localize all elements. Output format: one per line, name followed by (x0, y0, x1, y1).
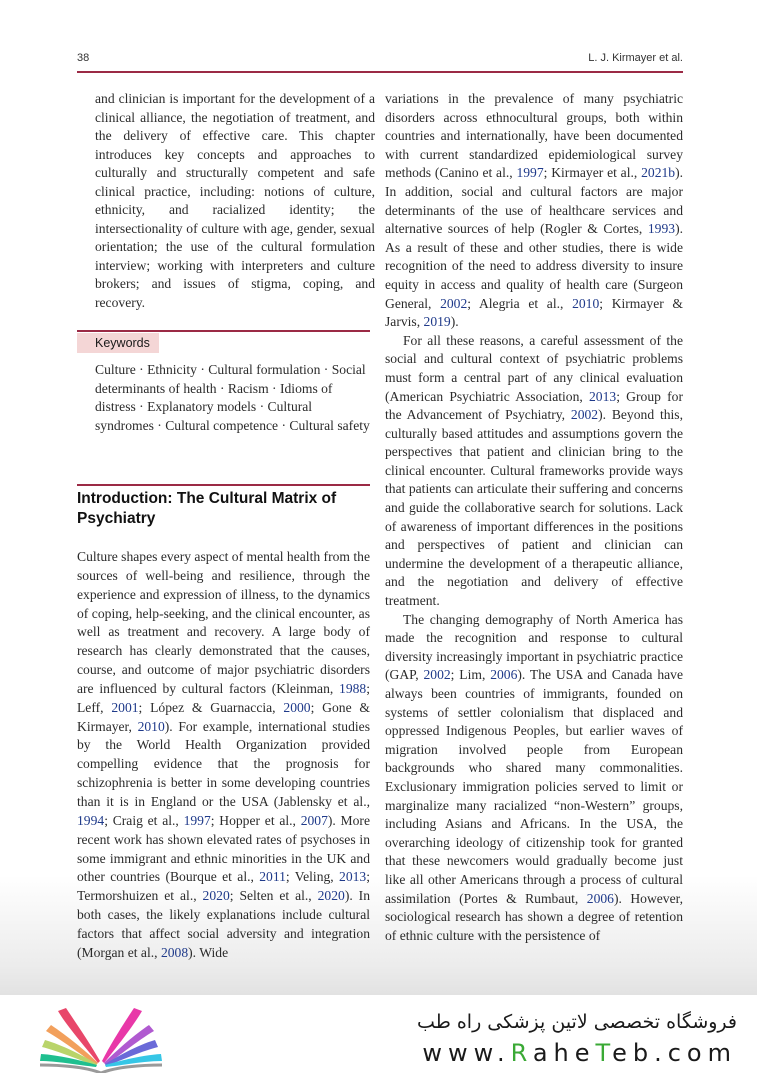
store-watermark-footer (0, 995, 757, 1080)
citation-link[interactable]: 2002 (440, 295, 468, 311)
citation-link[interactable]: 2006 (490, 667, 518, 683)
text-run: ; Termorshuizen et al., (77, 869, 370, 904)
open-book-logo-icon (36, 1003, 166, 1073)
citation-link[interactable]: 2020 (317, 888, 345, 904)
citation-link[interactable]: 2001 (111, 699, 139, 715)
text-run: ; Gone & Kirmayer, (77, 699, 370, 734)
citation-link[interactable]: 2019 (423, 314, 451, 330)
text-run: variations in the prevalence of many psychiatric disorders across ethnocultural groups, both within countries and internationally, have been documented with current standardized epidemiological survey methods (Canino et al., (385, 91, 683, 181)
citation-link[interactable]: 2006 (586, 890, 614, 906)
text-run: ). (450, 314, 459, 330)
running-header (77, 52, 683, 68)
text-run: ; Leff, (77, 680, 370, 715)
citation-link[interactable]: 1997 (516, 165, 544, 181)
text-run: ). Beyond this, culturally based attitudes and assumptions govern the perspectives that patient and clinician bring to the clinical encounter. Cultural frameworks provide ways that patients can articulate their suffering and concerns and guide the collaborative search for solutions. Lack of awareness of important differences in the positions and perspectives of patient and clinician can undermine the development of a therapeutic alliance, and the negotiation and delivery of effective treatment. (385, 407, 683, 609)
right-column (385, 90, 683, 945)
text-run: ; Kirmayer et al., (543, 165, 642, 181)
citation-link[interactable]: 1993 (647, 221, 676, 237)
text-run: For all these reasons, a careful assessment of the social and cultural context of psychiatric problems must form a central part of any clinical evaluation (American Psychiatric Association, (385, 332, 683, 404)
header-rule (77, 71, 683, 73)
citation-link[interactable]: 2010 (572, 295, 600, 311)
text-run: ). In both cases, the likely explanations include cultural factors that affect social adversity and integration (Morgan et al., (77, 888, 370, 960)
text-run: ; Group for the Advancement of Psychiatry, (385, 388, 683, 423)
text-run: ; Craig et al., (104, 812, 184, 828)
text-run: ). In addition, social and cultural factors are major determinants of the use of healthcare services and alternative sources of help (Rogler & Cortes, (385, 165, 684, 237)
citation-link[interactable]: 2020 (202, 888, 230, 904)
text-run: ). More recent work has shown elevated rates of psychoses in some immigrant and ethnic minorities in the UK and other countries (Bourque et al., (77, 812, 370, 885)
url-part: ahe (532, 1039, 596, 1067)
citation-link[interactable]: 1997 (183, 812, 211, 828)
url-part-accent: R (510, 1039, 533, 1067)
paragraph (385, 332, 683, 611)
running-authors: L. J. Kirmayer et al. (588, 52, 683, 64)
section-heading: Introduction: The Cultural Matrix of Psychiatry (77, 490, 337, 527)
citation-link[interactable]: 2008 (160, 944, 189, 960)
text-run: ; Selten et al., (229, 888, 318, 904)
url-part: eb.com (612, 1039, 737, 1067)
text-run: ; Veling, (285, 869, 340, 885)
citation-link[interactable]: 2000 (283, 699, 311, 715)
citation-link[interactable]: 2007 (300, 812, 328, 828)
paragraph (385, 90, 683, 332)
keywords-label: Keywords (77, 333, 159, 353)
text-run: ). For example, international studies by the World Health Organization provided compelling evidence that the prognosis for schizophrenia is better in some developing countries than it is in England or the USA (Jablensky et al., (77, 718, 370, 809)
citation-link[interactable]: 1988 (339, 680, 367, 696)
page-number: 38 (77, 52, 90, 64)
citation-link[interactable]: 2011 (259, 869, 286, 885)
citation-link[interactable]: 2002 (570, 407, 599, 423)
store-url[interactable] (422, 1039, 737, 1067)
keywords-list: Culture · Ethnicity · Cultural formulation · Social determinants of health · Racism · Idioms of distress · Explanatory models · Cultural syndromes · Cultural competence · Cultural safety (95, 362, 370, 434)
url-part: www. (422, 1039, 511, 1067)
text-run: ; Lim, (450, 667, 491, 683)
section-rule (77, 484, 370, 486)
citation-link[interactable]: 2010 (137, 718, 165, 734)
text-run: ). As a result of these and other studies, there is wide recognition of the need to address diversity to insure equity in access and quality of health care (Surgeon General, (385, 221, 683, 311)
text-run: Culture shapes every aspect of mental health from the sources of well-being and resilience, through the experience and expression of illness, to the dynamics of coping, help-seeking, and the clinical encounter, as well as treatment and recovery. A large body of research has clearly demonstrated that the causes, course, and outcome of major psychiatric disorders are influenced by cultural factors (Kleinman, (77, 549, 370, 696)
citation-link[interactable]: 2002 (423, 667, 451, 683)
citation-link[interactable]: 2021b (641, 165, 676, 181)
text-run: ; Kirmayer & Jarvis, (385, 295, 683, 330)
paragraph (385, 611, 683, 946)
intro-paragraph (77, 548, 370, 963)
text-run: ). The USA and Canada have always been countries of immigrants, founded on systems of settler colonialism that displaced and oppressed Indigenous Peoples, but earlier waves of migration involved people from European backgrounds who shared many commonalities. Exclusionary immigration policies served to limit or marginalize many racialized “non-Western” groups, including Asians and Africans. In the USA, the overarching ideology of citizenship took for granted that these newcomers would gradually become just like all other Americans through a process of cultural assimilation (Portes & Rumbaut, (385, 667, 683, 906)
keywords-rule (77, 330, 370, 332)
abstract-paragraph: and clinician is important for the development of a clinical alliance, the negotiation of treatment, and the delivery of effective care. This chapter introduces key concepts and approaches to culturally and structurally competent and safe clinical practice, including: notions of culture, ethnicity, and racialized identity; the intersectionality of culture with age, gender, sexual orientation; the use of the cultural formulation interview; working with interpreters and culture brokers; and issues of stigma, coping, and recovery. (95, 91, 375, 310)
url-part-accent: T (595, 1039, 613, 1067)
abstract-text (77, 90, 375, 312)
citation-link[interactable]: 1994 (77, 812, 105, 828)
text-run: ; López & Guarnaccia, (138, 699, 284, 715)
citation-link[interactable]: 2013 (589, 388, 617, 404)
text-run: ; Alegria et al., (467, 295, 573, 311)
citation-link[interactable]: 2013 (339, 869, 367, 885)
text-run: ; Hopper et al., (210, 812, 301, 828)
text-run: ). However, sociological research has shown a degree of retention of ethnic culture with the persistence of (385, 890, 684, 943)
text-run: The changing demography of North America has made the recognition and response to cultural diversity increasingly important in psychiatric practice (GAP, (385, 611, 683, 683)
store-name: فروشگاه تخصصی لاتین پزشکی راه طب (417, 1011, 737, 1033)
text-run: ). Wide (188, 944, 229, 960)
